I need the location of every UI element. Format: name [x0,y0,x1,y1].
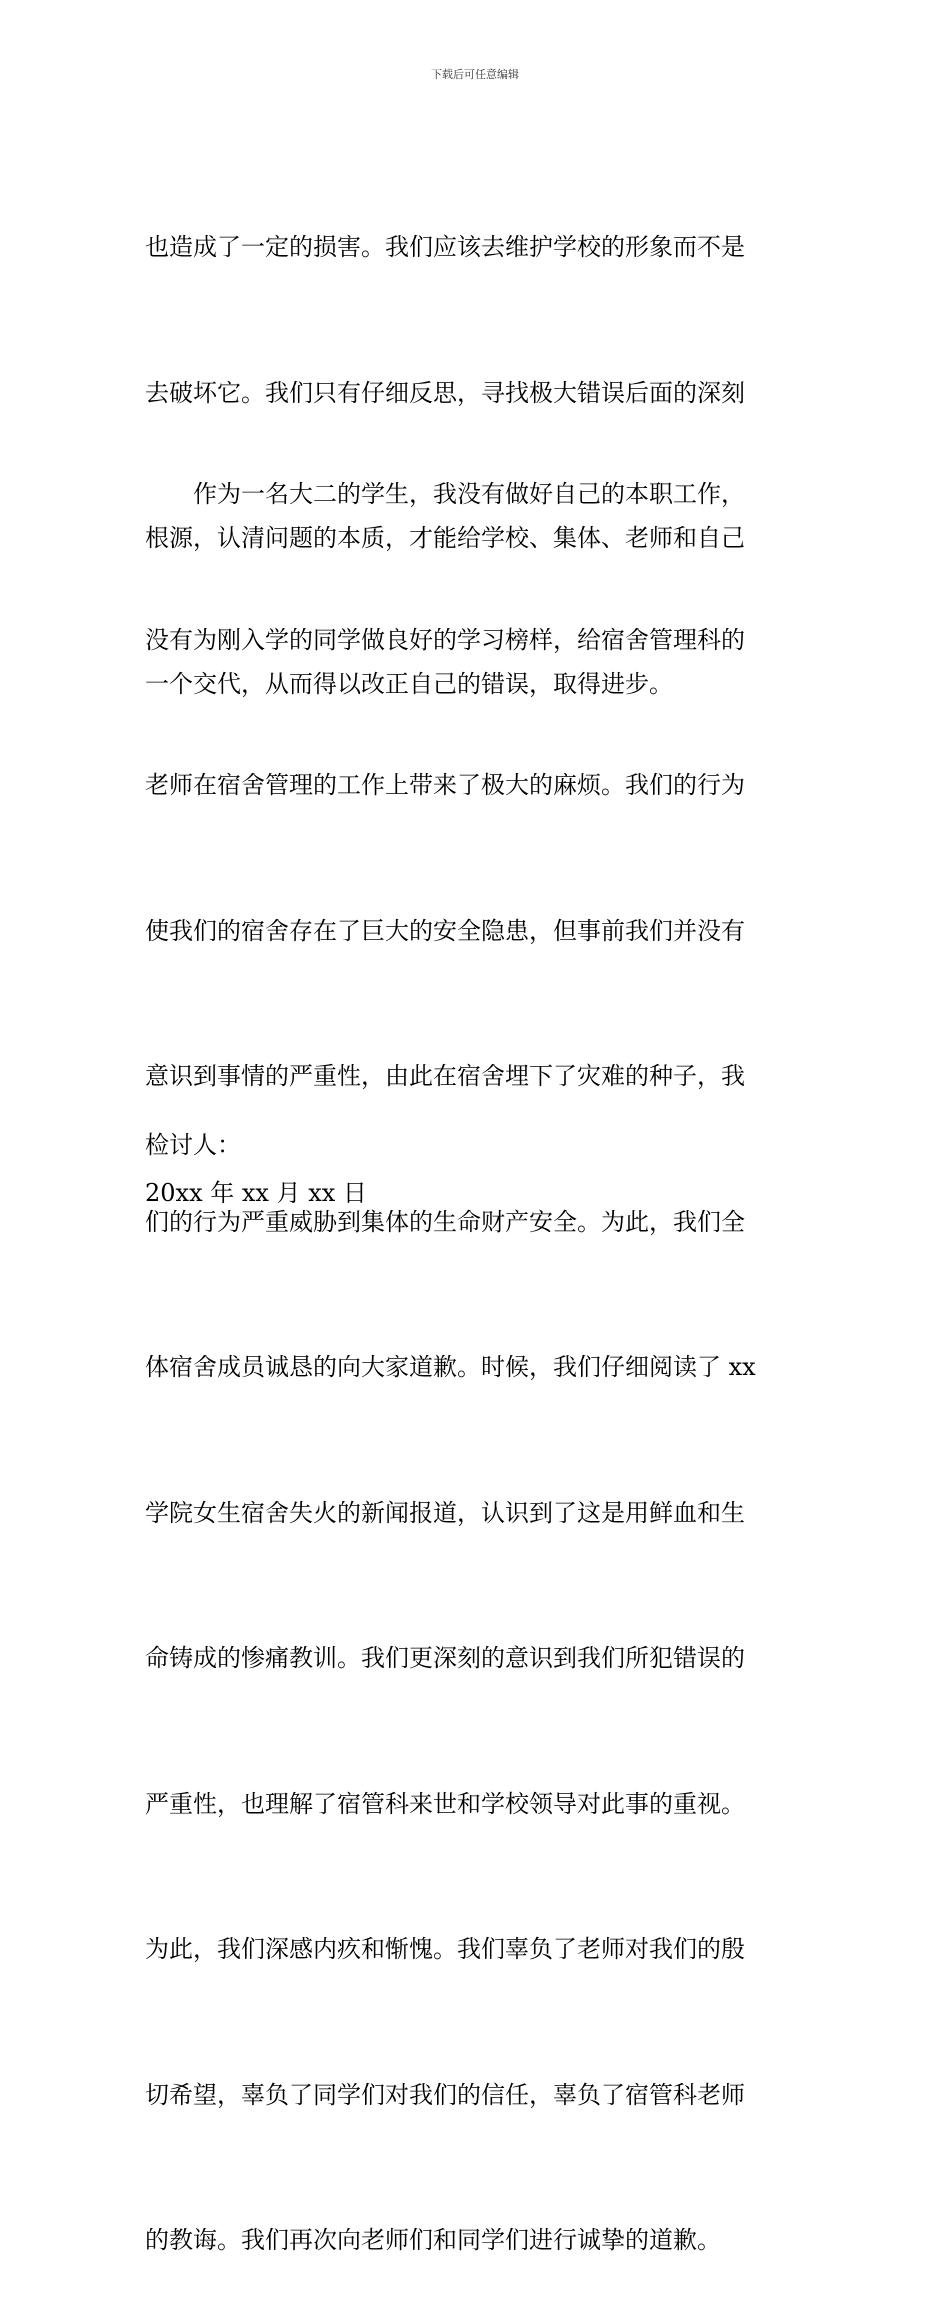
text-line: 命铸成的惨痛教训。我们更深刻的意识到我们所犯错误的 [145,1644,745,1672]
text-line: 使我们的宿舍存在了巨大的安全隐患，但事前我们并没有 [145,916,745,945]
signature-label: 检讨人： [145,1131,241,1159]
text-line: 老师在宿舍管理的工作上带来了极大的麻烦。我们的行为 [145,771,745,799]
text-line: 一个交代，从而得以改正自己的错误，取得进步。 [145,669,673,698]
text-line: 体宿舍成员诚恳的向大家道歉。时候，我们仔细阅读了 xx [145,1353,756,1381]
text-line: 去破坏它。我们只有仔细反思，寻找极大错误后面的深刻 [145,378,745,407]
paragraph-2 [145,373,810,2313]
signature-date: 20xx 年 xx 月 xx 日 [145,1179,367,1207]
text-line: 学院女生宿舍失火的新闻报道，认识到了这是用鲜血和生 [145,1498,745,1527]
text-line: 的教诲。我们再次向老师们和同学们进行诚挚的道歉。 [145,2226,721,2254]
text-line: 没有为刚入学的同学做良好的学习榜样，给宿舍管理科的 [145,625,745,654]
text-line: 们的行为严重威胁到集体的生命财产安全。为此，我们全 [145,1207,745,1236]
text-line: 为此，我们深感内疚和惭愧。我们辜负了老师对我们的殷 [145,1935,745,1963]
text-line: 根源，认清问题的本质，才能给学校、集体、老师和自己 [145,524,745,552]
text-line: 切希望，辜负了同学们对我们的信任，辜负了宿管科老师 [145,2080,745,2109]
text-line: 作为一名大二的学生，我没有做好自己的本职工作， [145,480,745,508]
text-line: 也造成了一定的损害。我们应该去维护学校的形象而不是 [145,233,745,261]
text-line: 意识到事情的严重性，由此在宿舍埋下了灾难的种子，我 [145,1062,745,1090]
header-note: 下载后可任意编辑 [431,68,519,81]
text-line: 严重性，也理解了宿管科来世和学校领导对此事的重视。 [145,1789,745,1818]
